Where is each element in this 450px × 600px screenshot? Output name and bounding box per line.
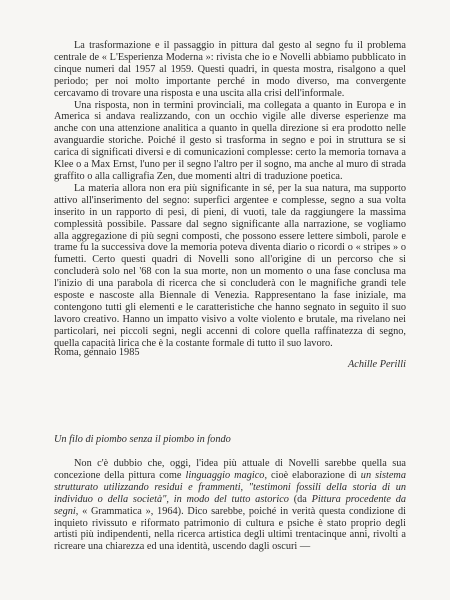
italic-run: Pittura procedente da segni — [54, 493, 406, 517]
text-run: (da — [288, 493, 312, 505]
essay-body — [54, 40, 406, 350]
paragraph-3: La materia allora non era più significante in sé, per la sua natura, ma supporto attivo all'inserimento del segno: superfici argentee e complesse, segno a sua volta inserito in un rapporto di pesi, di pieni, di vuoti, tale da raggiungere la massima complessità possibile. Passare dal segno significante alla narrazione, se vogliamo alla aggregazione di più segni composti, che possono essere lettere simboli, parole e trame fu la successiva dove la memoria poteva diventa diario o ricordi o « stripes » o fumetti. Certo questi quadri di Novelli sono all'origine di un percorso che si concluderà solo nel '68 con la sua morte, non un momento o una fase conclusa ma l'inizio di una parabola di ricerca che si concluderà con le magnifiche grandi tele esposte e nascoste alla Biennale di Venezia. Rappresentano la fase iniziale, ma contengono tutti gli elementi e le caratteristiche che hanno segnato in seguito il suo lavoro creativo. Hanno un impatto visivo a volte violento e brutale, ma rivelano nei particolari, nei piccoli segni, negli accenni di colore quella raffinatezza di segno, quella capacità lirica che è la costante formale di tutto il suo lavoro. — [54, 182, 406, 349]
text-run: Non c'è dubbio che, oggi, l'idea più attuale di Novelli sarebbe quella sua concezione della pittura come — [54, 458, 406, 481]
signoff-date: Roma, gennaio 1985 — [54, 347, 140, 358]
italic-run: un sistema strutturato utilizzando residui e frammenti, "testimoni fossili della storia di un individuo o della società", in modo del tutto astorico — [54, 469, 406, 505]
signoff-author: Achille Perilli — [347, 359, 406, 370]
italic-run: linguaggio magico — [185, 469, 265, 481]
text-run: , « Grammatica », 1964). Dico sarebbe, poiché in verità questa condizione di inquieto rivissuto e riformato patrimonio di cultura e psiche è stato proprio degli artisti più indipendenti, nella ricerca artistica degli ultimi trentacinque anni, rivolti a ricreare una chiarezza ed una identità, uscendo dagli oscuri — — [54, 505, 406, 553]
section-body — [54, 458, 406, 553]
section-title: Un filo di piombo senza il piombo in fondo — [54, 434, 231, 445]
paragraph-2: Una risposta, non in termini provinciali, ma collegata a quanto in Europa e in America si andava realizzando, con un occhio vigile alle diverse esperienze ma anche con una attenzione analitica a quanto in quella direzione si era prodotto nelle avanguardie storiche. Poiché il gesto si trasforma in segno e poi in struttura se si carica di significati diversi e di comunicazioni complesse: certo la memoria tornava a Klee o a Max Ernst, l'uno per il segno l'altro per il sogno, ma anche al muro di strada graffito o alla calligrafia Zen, due momenti altri di traduzione poetica. — [54, 99, 406, 182]
section-paragraph — [54, 458, 406, 553]
text-run: , cioè elaborazione di — [264, 469, 361, 481]
paragraph-1: La trasformazione e il passaggio in pittura dal gesto al segno fu il problema centrale de « L'Esperienza Moderna »: rivista che io e Novelli abbiamo pubblicato in cinque numeri dal 1957 al 1959. Questi quadri, in questa mostra, risalgono a quel periodo; per noi molto importante perché in modo diverso, ma convergente cercavamo di trovare una risposta e una uscita alla crisi dell'informale. — [54, 40, 406, 99]
